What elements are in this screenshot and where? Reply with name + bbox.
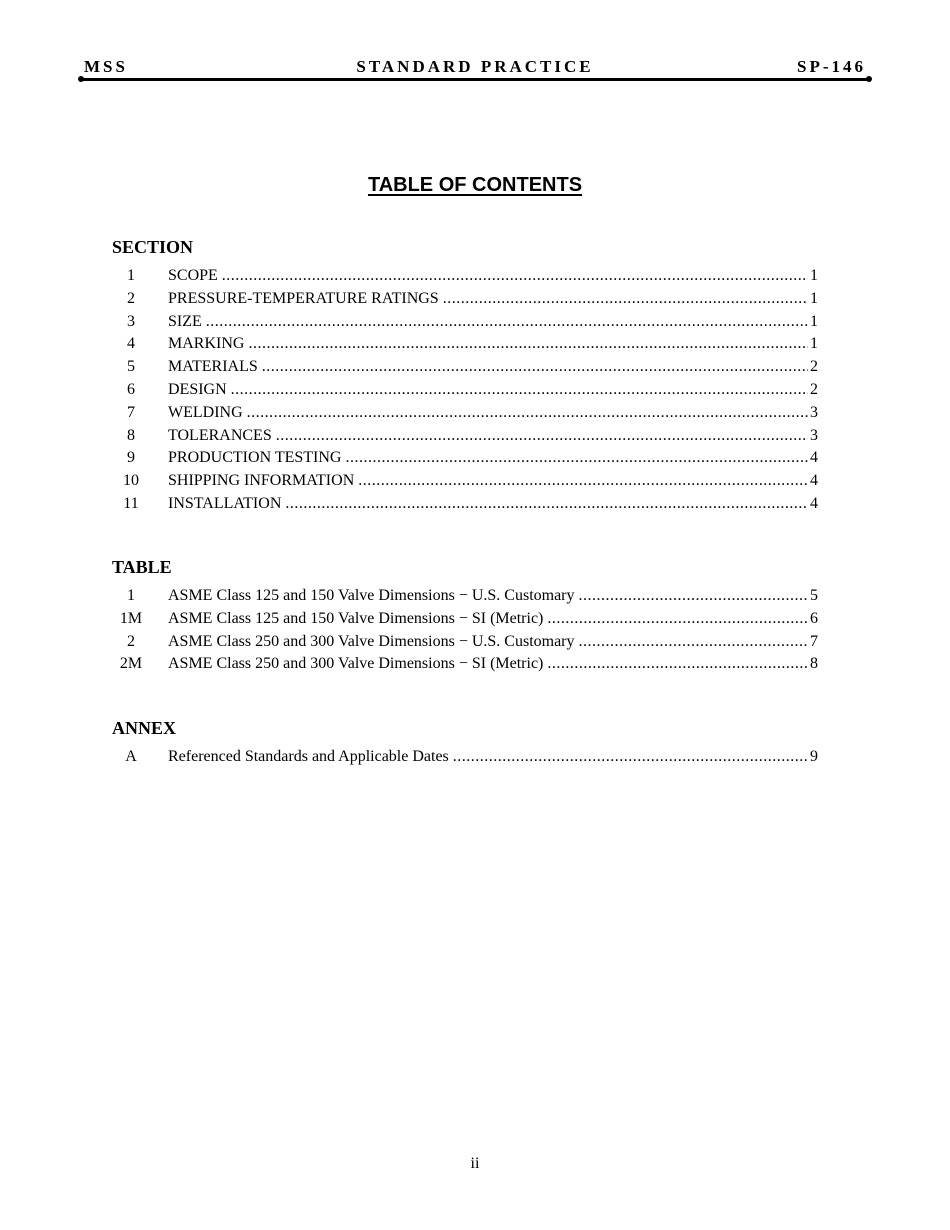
toc-entry-number: 5	[127, 358, 135, 376]
header-organization: MSS	[84, 57, 128, 76]
header-document-type: STANDARD PRACTICE	[356, 57, 594, 76]
toc-entry[interactable]	[112, 447, 818, 470]
toc-group-heading: ANNEX	[112, 718, 177, 738]
toc-dot-leader	[579, 585, 808, 608]
toc-entry-page-number: 1	[810, 267, 818, 284]
toc-group-annex	[112, 717, 818, 769]
toc-entry-number: 2M	[119, 655, 143, 673]
header-rule-end-dot	[866, 76, 872, 82]
toc-entry[interactable]	[112, 356, 818, 379]
toc-entry[interactable]	[112, 288, 818, 311]
toc-group-heading: TABLE	[112, 557, 172, 577]
toc-entry-number: 3	[127, 312, 135, 330]
toc-entry-title: ASME Class 250 and 300 Valve Dimensions − U.S. Customary	[168, 632, 575, 650]
toc-entry-page-number: 9	[810, 748, 818, 765]
toc-group-tables	[112, 556, 818, 676]
toc-entry-number: 8	[127, 426, 135, 444]
toc-entry-title: SIZE	[168, 312, 202, 330]
toc-entry-title: ASME Class 125 and 150 Valve Dimensions − SI (Metric)	[168, 609, 544, 627]
toc-dot-leader	[276, 425, 808, 448]
toc-dot-leader	[247, 402, 808, 425]
toc-entry[interactable]	[112, 585, 818, 608]
toc-dot-leader	[547, 608, 808, 631]
toc-entry-page-number: 4	[810, 494, 818, 512]
toc-dot-leader	[206, 311, 808, 334]
toc-entry[interactable]	[112, 653, 818, 676]
toc-dot-leader	[579, 631, 808, 654]
toc-dot-leader	[345, 447, 808, 470]
toc-entry[interactable]	[112, 608, 818, 631]
toc-entry-page-number: 5	[810, 587, 818, 604]
toc-group-sections	[112, 236, 818, 516]
page-header	[80, 56, 870, 82]
toc-dot-leader	[453, 746, 808, 769]
toc-entry-title: INSTALLATION	[168, 494, 282, 512]
toc-entry-title: PRESSURE-TEMPERATURE RATINGS	[168, 289, 439, 307]
toc-entry[interactable]	[112, 402, 818, 425]
toc-entry[interactable]	[112, 379, 818, 402]
page-title: TABLE OF CONTENTS	[367, 174, 583, 196]
toc-entry-number: 1	[127, 267, 135, 284]
toc-entry-number: 7	[127, 403, 135, 421]
toc-entry[interactable]	[112, 425, 818, 448]
toc-entry-page-number: 1	[810, 335, 818, 353]
toc-entry-title: SCOPE	[168, 267, 218, 284]
toc-entry[interactable]	[112, 333, 818, 356]
toc-entry-page-number: 3	[810, 426, 818, 444]
page-number: ii	[470, 1155, 480, 1172]
toc-list	[112, 585, 818, 676]
toc-entry-title: SHIPPING INFORMATION	[168, 472, 355, 490]
toc-entry-title: Referenced Standards and Applicable Dates	[168, 748, 449, 765]
toc-entry-number: 2	[127, 289, 135, 307]
header-document-number: SP-146	[797, 57, 866, 76]
toc-entry-page-number: 7	[810, 632, 818, 650]
toc-entry-title: TOLERANCES	[168, 426, 272, 444]
toc-entry[interactable]	[112, 746, 818, 769]
toc-entry-page-number: 4	[810, 449, 818, 467]
toc-dot-leader	[443, 288, 808, 311]
toc-entry-title: ASME Class 125 and 150 Valve Dimensions − U.S. Customary	[168, 587, 575, 604]
toc-entry[interactable]	[112, 265, 818, 288]
toc-entry-number: 9	[127, 449, 135, 467]
toc-entry-number: 4	[127, 335, 135, 353]
toc-list	[112, 746, 818, 769]
toc-entry-number: 2	[127, 632, 135, 650]
header-rule	[80, 78, 870, 81]
toc-entry[interactable]	[112, 311, 818, 334]
toc-entry-number: 1M	[119, 609, 143, 627]
toc-dot-leader	[231, 379, 808, 402]
toc-entry-number: 1	[127, 587, 135, 604]
toc-entry-title: DESIGN	[168, 380, 227, 398]
toc-entry-page-number: 2	[810, 380, 818, 398]
toc-dot-leader	[285, 493, 808, 516]
toc-dot-leader	[358, 470, 808, 493]
toc-entry-title: PRODUCTION TESTING	[168, 449, 342, 467]
toc-entry-title: MARKING	[168, 335, 245, 353]
toc-entry-page-number: 8	[810, 655, 818, 673]
toc-entry-title: MATERIALS	[168, 358, 258, 376]
toc-entry-title: WELDING	[168, 403, 243, 421]
toc-entry-page-number: 1	[810, 312, 818, 330]
toc-dot-leader	[248, 333, 808, 356]
toc-dot-leader	[547, 653, 808, 676]
toc-entry[interactable]	[112, 470, 818, 493]
toc-entry-number: A	[125, 748, 137, 765]
toc-entry-page-number: 1	[810, 289, 818, 307]
toc-dot-leader	[222, 265, 808, 288]
header-rule-end-dot	[78, 76, 84, 82]
toc-entry-number: 11	[123, 494, 139, 512]
toc-entry-number: 10	[123, 472, 139, 490]
toc-dot-leader	[262, 356, 808, 379]
toc-list	[112, 265, 818, 516]
toc-entry-title: ASME Class 250 and 300 Valve Dimensions − SI (Metric)	[168, 655, 544, 673]
toc-entry-page-number: 4	[810, 472, 818, 490]
toc-group-heading: SECTION	[112, 237, 194, 257]
toc-entry[interactable]	[112, 631, 818, 654]
toc-entry-page-number: 3	[810, 403, 818, 421]
toc-entry-number: 6	[127, 380, 135, 398]
toc-entry-page-number: 2	[810, 358, 818, 376]
toc-entry[interactable]	[112, 493, 818, 516]
toc-entry-page-number: 6	[810, 609, 818, 627]
